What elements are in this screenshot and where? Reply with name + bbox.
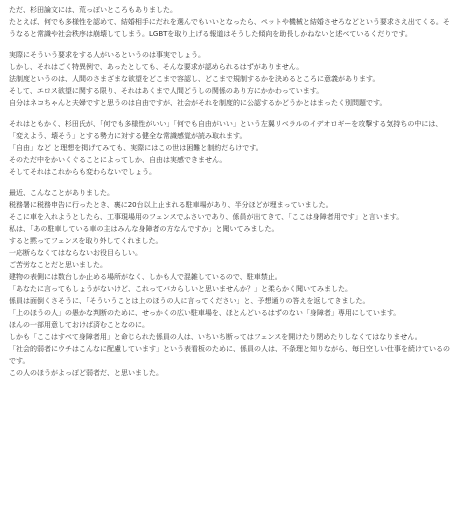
text-line: 最近、こんなことがありました。	[9, 189, 114, 197]
text-line: 私は、「あの駐車している車の主はみんな身障者の方なんですか」と聞いてみました。	[9, 225, 279, 233]
paragraph-3	[9, 118, 451, 178]
text-line: 実際にそういう要求をする人がいるというのは事実でしょう。	[9, 51, 205, 59]
text-line: 自分はネコちゃんと夫婦ですと思うのは自由ですが、社会がそれを制度的に公認するかどうかとはまったく別問題です。	[9, 99, 387, 107]
paragraph-1	[9, 4, 451, 40]
text-line: 「あなたに言ってもしょうがないけど、これってバカらしいと思いませんか？」と柔らかく聞いてみました。	[9, 285, 352, 293]
text-line: それはともかく、杉田氏が、「何でも多様性がいい」「何でも自由がいい」という左翼リベラルのイデオロギーを攻撃する気持ちの中には、「変えよう、壊そう」とする勢力に対する健全な常識感覚が読み取れます。	[9, 120, 443, 140]
text-line: そのただ中をかいくぐることによってしか、自由は実感できません。	[9, 156, 227, 164]
paragraph-2	[9, 49, 451, 109]
text-line: ほんの一部用意しておけば済むことなのに。	[9, 321, 149, 329]
text-line: 建物の表側には数台しか止める場所がなく、しかも人で混雑しているので、駐車禁止。	[9, 273, 282, 281]
text-line: ただ、杉田論文には、荒っぽいところもありました。	[9, 6, 177, 14]
text-line: 係員は面倒くさそうに、「そういうことは上のほうの人に言ってください」と、予想通りの答えを返してきました。	[9, 297, 370, 305]
text-line: 一応断らなくてはならないお役目らしい。	[9, 249, 142, 257]
text-line: ご苦労なことだと思いました。	[9, 261, 107, 269]
text-line: そこに車を入れようとしたら、工事現場用のフェンスでふさいであり、係員が出てきて、「ここは身障者用です」と言います。	[9, 213, 404, 221]
text-line: そしてそれはこれからも変わらないでしょう。	[9, 168, 156, 176]
text-line: 「自由」など と理想を掲げてみても、実際にはこの世は困難と制約だらけです。	[9, 144, 263, 152]
text-line: この人のほうがよっぽど弱者だ、と思いました。	[9, 369, 163, 377]
text-line: すると黙ってフェンスを取り外してくれました。	[9, 237, 163, 245]
text-line: 「社会的弱者にウチはこんなに配慮しています」という表看板のために、係員の人は、不条理と知りながら、毎日空しい仕事を続けているのです。	[9, 345, 450, 365]
paragraph-4	[9, 187, 451, 379]
text-line: しかも「ここはすべて身障者用」と命じられた係員の人は、いちいち断ってはフェンスを開けたり閉めたりしなくてはなりません。	[9, 333, 422, 341]
text-line: しかし、それはごく特異例で、あったとしても、そんな要求が認められるはずがありません。	[9, 63, 304, 71]
text-line: そして、エロス欲望に関する限り、それはあくまで人間どうしの関係のあり方にかかわっています。	[9, 87, 324, 95]
text-line: 法制度というのは、人間のさまざまな欲望をどこまで容認し、どこまで規制するかを決めるところに意義があります。	[9, 75, 380, 83]
text-line: 「上のほうの人」の愚かな判断のために、せっかくの広い駐車場を、ほとんどいるはずのない「身障者」専用にしています。	[9, 309, 401, 317]
text-line: たとえば、何でも多様性を認めて、結婚相手にだれを選んでもいいとなったら、ペットや機械と結婚させろなどという要求さえ出てくる。そうなると常識や社会秩序は崩壊してしまう。LGBTを取り上げる報道はそうした傾向を助長しかねないと述べているくだりです。	[9, 18, 450, 38]
text-line: 税務署に税務申告に行ったとき、裏に20台以上止まれる駐車場があり、半分ほどが埋まっていました。	[9, 201, 333, 209]
